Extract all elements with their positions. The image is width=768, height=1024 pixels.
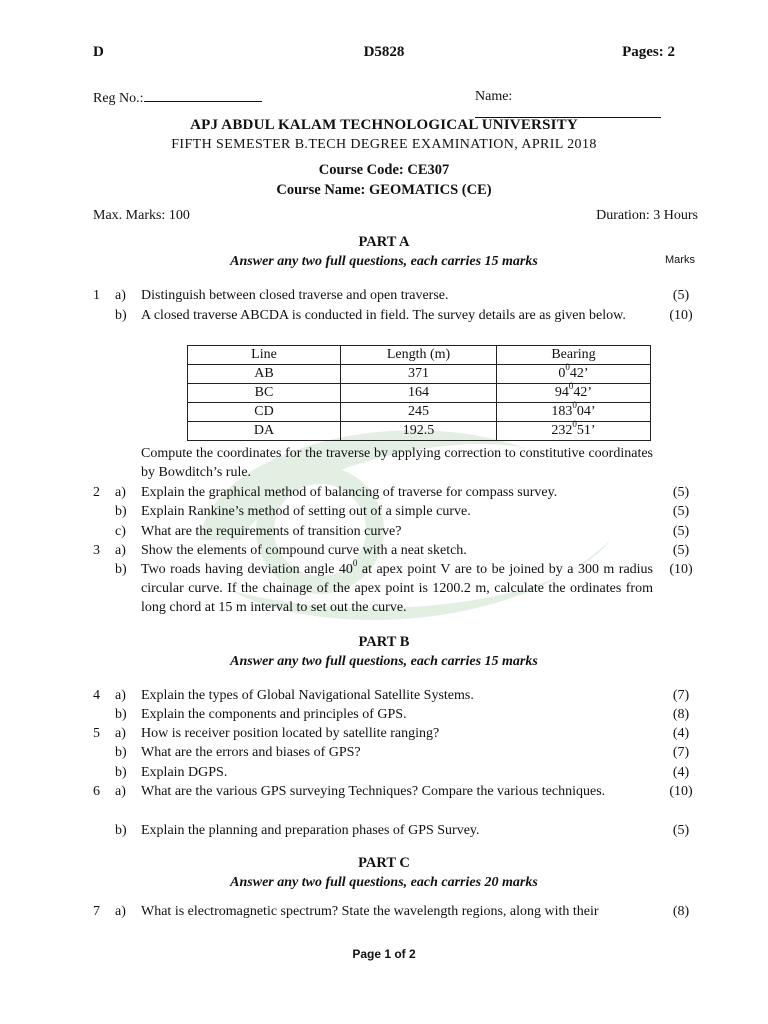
marks: (7) (672, 688, 690, 703)
table-row: DA 192.5 $232^051$’ (188, 422, 651, 441)
series-code: D (93, 44, 104, 60)
bearing: $183^004$’ (497, 403, 651, 422)
duration: Duration: 3 Hours (596, 208, 698, 223)
page-count: Pages: 2 (622, 44, 675, 60)
marks: (8) (672, 904, 690, 919)
max-marks: Max. Marks: 100 (93, 208, 190, 223)
table-header-row (188, 346, 651, 365)
part-a-instruction: Answer any two full questions, each carries 15 marks (230, 254, 538, 269)
traverse-table (187, 345, 651, 441)
table-row: AB 371 $0^042$’ (188, 365, 651, 384)
marks: (5) (672, 288, 690, 303)
course-code: Course Code: CE307 (318, 162, 450, 178)
name-label: Name: (475, 89, 513, 104)
column-header: Length (m) (341, 346, 497, 365)
header-row (93, 44, 675, 64)
bearing: $232^051$’ (497, 422, 651, 441)
bearing: $94^042$’ (497, 384, 651, 403)
exam-title: FIFTH SEMESTER B.TECH DEGREE EXAMINATION, APRIL 2018 (171, 137, 597, 152)
marks: (7) (672, 745, 690, 760)
part-a-title: PART A (358, 234, 410, 250)
marks: (10) (669, 562, 693, 577)
column-header: Line (188, 346, 341, 365)
table-row: CD 245 $183^004$’ (188, 403, 651, 422)
marks: (10) (669, 784, 693, 799)
registration-row (93, 89, 698, 109)
reg-no-label: Reg No.: (93, 91, 144, 106)
marks: (5) (672, 543, 690, 558)
course-name: Course Name: GEOMATICS (CE) (276, 182, 492, 198)
bearing: $0^042$’ (497, 365, 651, 384)
marks: (5) (672, 485, 690, 500)
reg-no-blank (144, 89, 262, 102)
table-row: BC 164 $94^042$’ (188, 384, 651, 403)
marks: (8) (672, 707, 690, 722)
marks-duration-row (93, 208, 698, 228)
marks: (5) (672, 524, 690, 539)
part-c-instruction: Answer any two full questions, each carries 20 marks (230, 875, 538, 890)
column-header: Bearing (497, 346, 651, 365)
part-c-title: PART C (358, 855, 410, 871)
university-title: APJ ABDUL KALAM TECHNOLOGICAL UNIVERSITY (190, 117, 578, 133)
paper-code: D5828 (363, 44, 405, 60)
marks: (10) (669, 308, 693, 323)
marks-column-heading: Marks (665, 254, 695, 266)
marks: (4) (672, 726, 690, 741)
marks: (5) (672, 504, 690, 519)
marks: (4) (672, 765, 690, 780)
part-b-title: PART B (358, 634, 410, 650)
part-b-instruction: Answer any two full questions, each carries 15 marks (230, 654, 538, 669)
marks: (5) (672, 823, 690, 838)
page-footer: Page 1 of 2 (352, 947, 416, 961)
